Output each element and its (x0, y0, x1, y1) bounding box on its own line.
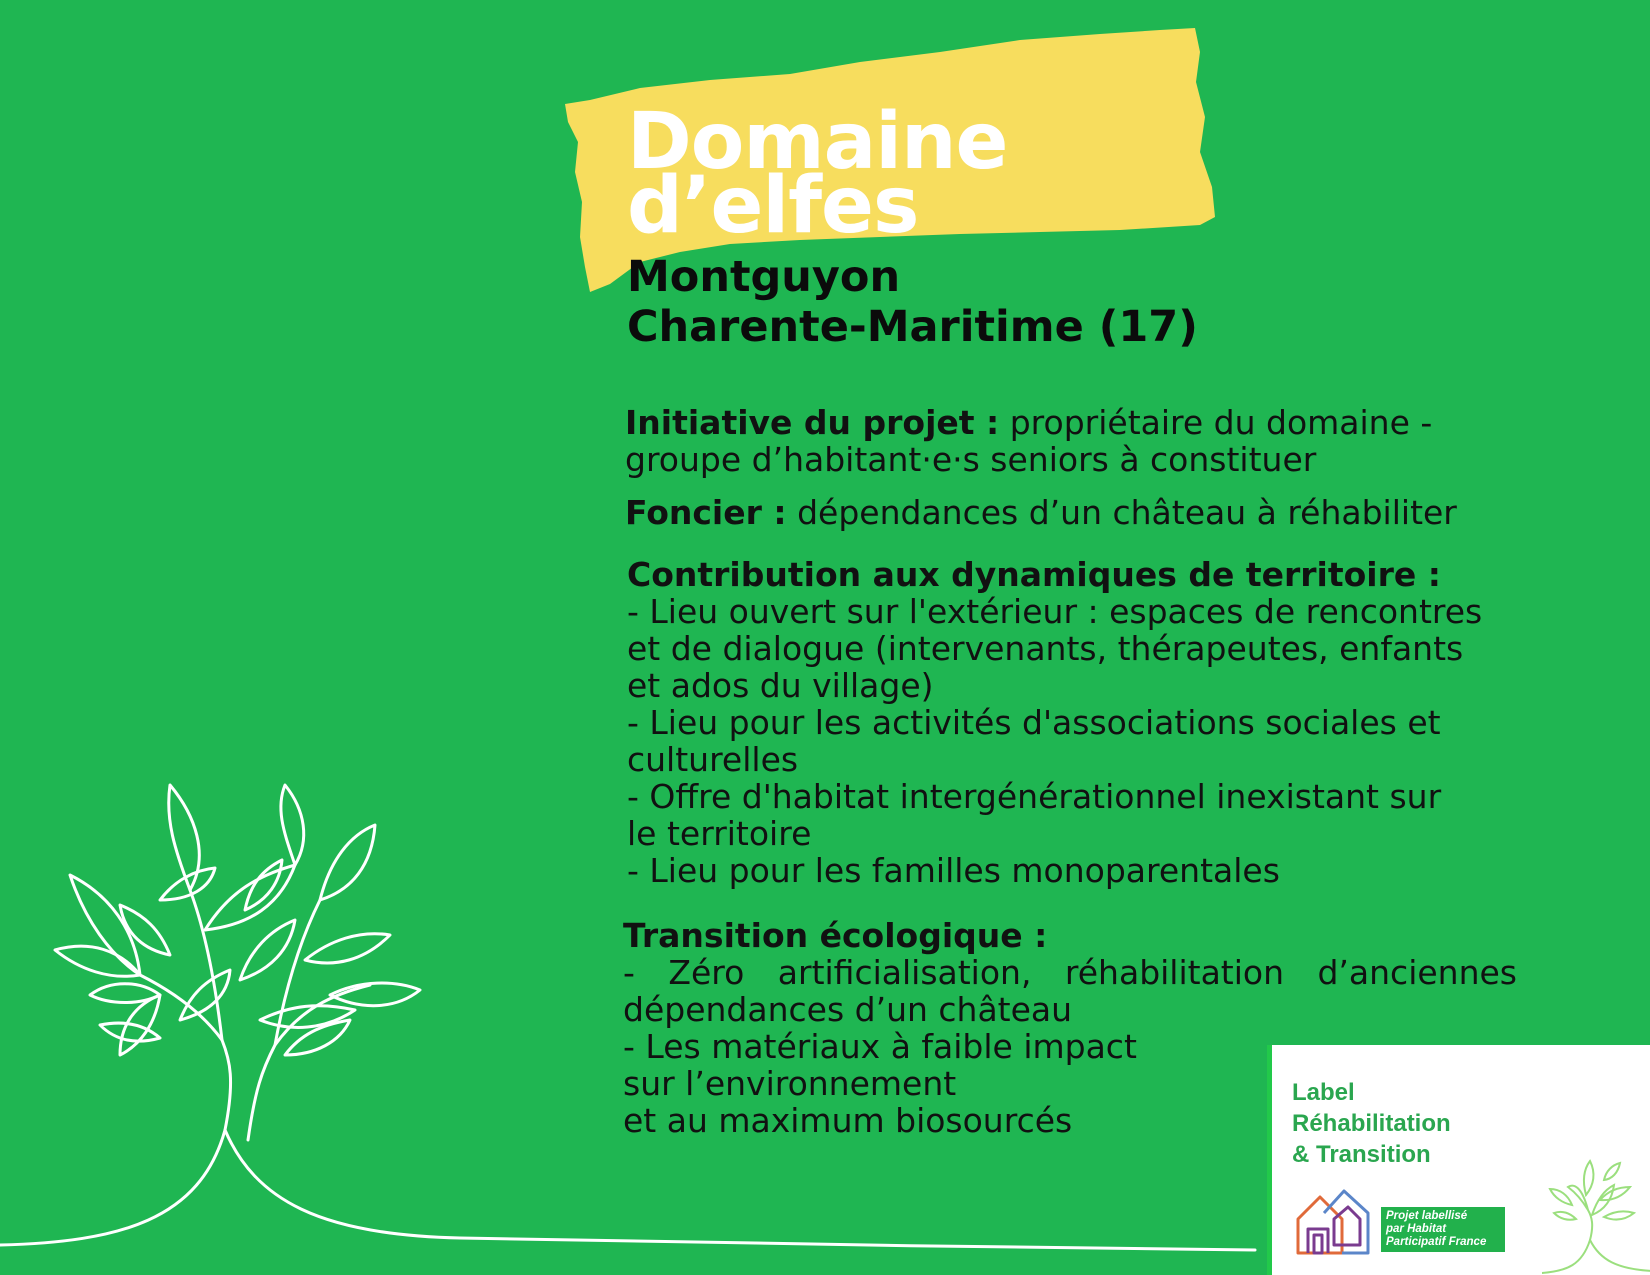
transition-line: - Les matériaux à faible impact (623, 1027, 1137, 1066)
location-department: Charente-Maritime (17) (627, 302, 1198, 352)
page-title (627, 97, 1008, 251)
transition-label: Transition écologique : (623, 916, 1048, 955)
initiative-text-1: propriétaire du domaine - (999, 403, 1433, 442)
transition-line: sur l’environnement (623, 1064, 957, 1103)
foncier-label: Foncier : (625, 493, 787, 532)
foncier-text: dépendances d’un château à réhabiliter (786, 493, 1457, 532)
transition-line: et au maximum biosourcés (623, 1101, 1073, 1140)
house-logo-icon (1294, 1183, 1374, 1257)
transition-line: - Zéro artificialisation, réhabilitation d’anciennes (623, 953, 1517, 992)
badge-line: Participatif France (1386, 1236, 1487, 1248)
contribution-section (627, 556, 1482, 889)
contribution-line: culturelles (627, 740, 799, 779)
contribution-line: - Offre d'habitat intergénérationnel inexistant sur (627, 777, 1442, 816)
contribution-line: - Lieu ouvert sur l'extérieur : espaces de rencontres (627, 592, 1483, 631)
badge-line: par Habitat (1386, 1223, 1447, 1235)
initiative-label: Initiative du projet : (625, 403, 1000, 442)
label-card (1267, 1045, 1650, 1275)
contribution-line: et de dialogue (intervenants, thérapeutes, enfants (627, 629, 1464, 668)
location-town: Montguyon (627, 252, 901, 302)
initiative-section (625, 404, 1432, 478)
initiative-text-2: groupe d’habitant·e·s seniors à constituer (625, 440, 1317, 479)
title-line-2: d’elfes (627, 161, 919, 251)
mini-tree-icon (1542, 1155, 1650, 1275)
contribution-line: - Lieu pour les familles monoparentales (627, 851, 1280, 890)
title-line-1: Domaine (627, 97, 1008, 187)
label-title-line: Label (1292, 1079, 1355, 1106)
foncier-section (625, 494, 1457, 531)
location (627, 252, 1198, 352)
contribution-line: le territoire (627, 814, 812, 853)
label-title (1292, 1077, 1451, 1170)
contribution-line: et ados du village) (627, 666, 934, 705)
contribution-label: Contribution aux dynamiques de territoire : (627, 555, 1441, 594)
labellise-badge (1381, 1207, 1505, 1252)
label-title-line: & Transition (1292, 1141, 1431, 1168)
badge-line: Projet labellisé (1386, 1210, 1468, 1222)
transition-line: dépendances d’un château (623, 990, 1073, 1029)
contribution-line: - Lieu pour les activités d'associations sociales et (627, 703, 1441, 742)
label-title-line: Réhabilitation (1292, 1110, 1451, 1137)
